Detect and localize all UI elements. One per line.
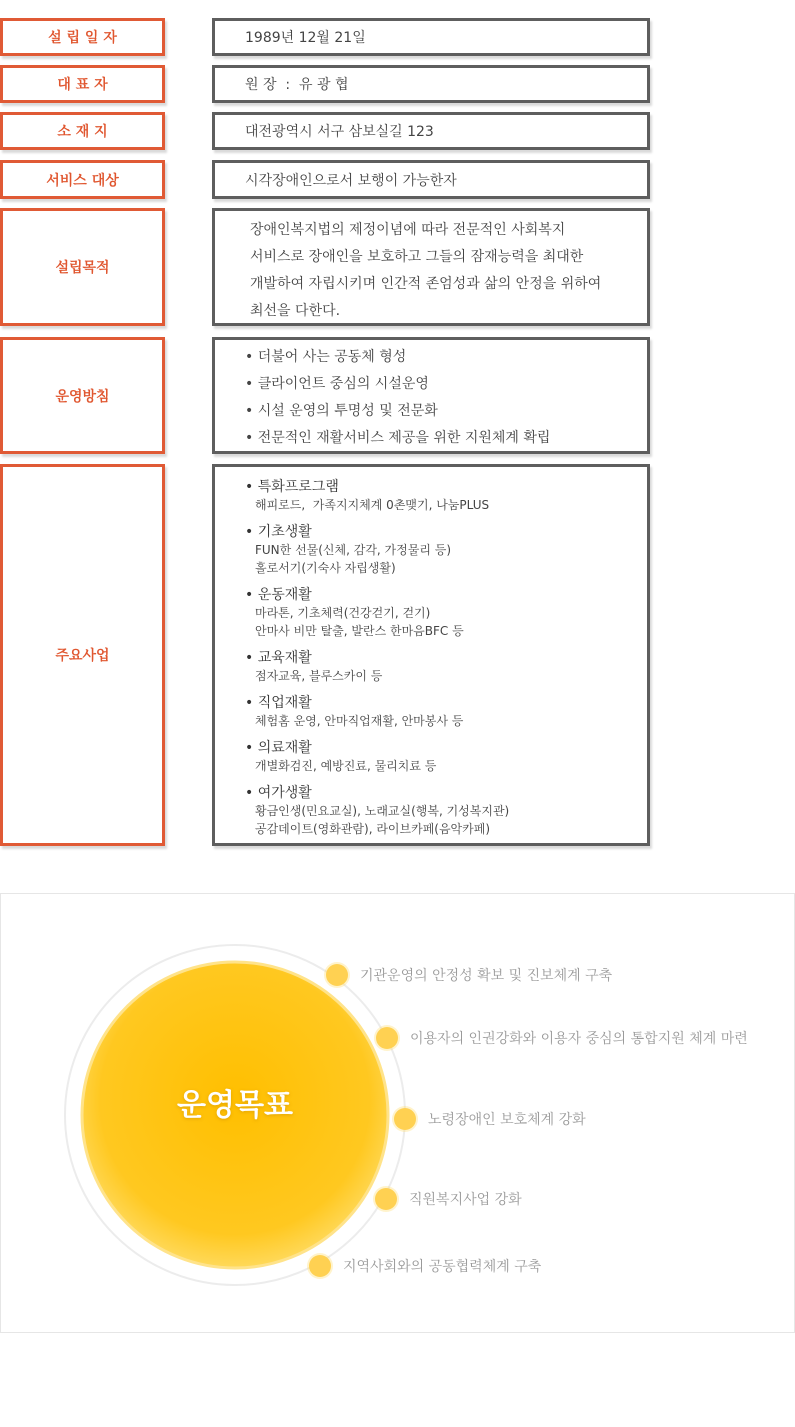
- value-business: [212, 464, 650, 846]
- label-address: 소 재 지: [0, 112, 165, 150]
- value-target: 시각장애인으로서 보행이 가능한자: [212, 160, 650, 199]
- business-detail: 안마사 비만 탈출, 발란스 한마음BFC 등: [255, 624, 464, 638]
- policy-item: • 클라이언트 중심의 시설운영: [245, 371, 647, 398]
- goal-dot-icon: [309, 1255, 331, 1277]
- purpose-line: 최선을 다한다.: [250, 303, 341, 319]
- policy-item: • 시설 운영의 투명성 및 전문화: [245, 398, 647, 425]
- business-detail: 개별화검진, 예방진료, 물리치료 등: [255, 759, 437, 773]
- goal-item: [309, 1255, 541, 1277]
- purpose-line: 개발하여 자립시키며 인간적 존엄성과 삶의 안정을 위하여: [250, 276, 602, 292]
- label-target: 서비스 대상: [0, 160, 165, 199]
- goal-item: [394, 1108, 586, 1130]
- business-title: • 의료재활: [245, 739, 647, 757]
- operating-goals-panel: [0, 893, 795, 1333]
- business-detail: FUN한 선물(신체, 감각, 가정물리 등): [255, 543, 452, 557]
- goal-dot-icon: [326, 964, 348, 986]
- goal-text: 지역사회와의 공동협력체계 구축: [343, 1259, 542, 1275]
- goal-item: [376, 1027, 748, 1049]
- value-purpose: [212, 208, 650, 326]
- value-established: 1989년 12월 21일: [212, 18, 650, 56]
- business-title: • 교육재활: [245, 649, 647, 667]
- goal-text: 이용자의 인권강화와 이용자 중심의 통합지원 체계 마련: [410, 1031, 748, 1047]
- business-detail: 황금인생(민요교실), 노래교실(행복, 기성복지관): [255, 804, 510, 818]
- goal-text: 노령장애인 보호체계 강화: [428, 1112, 586, 1128]
- policy-item: • 전문적인 재활서비스 제공을 위한 지원체계 확립: [245, 425, 647, 452]
- policy-list: [215, 340, 647, 452]
- goal-item: [375, 1188, 522, 1210]
- business-item: [245, 523, 647, 577]
- business-detail: 마라톤, 기초체력(건강걷기, 걷기): [255, 606, 431, 620]
- business-title: • 여가생활: [245, 784, 647, 802]
- goal-dot-icon: [394, 1108, 416, 1130]
- purpose-line: 장애인복지법의 제정이념에 따라 전문적인 사회복지: [250, 222, 566, 238]
- purpose-line: 서비스로 장애인을 보호하고 그들의 잠재능력을 최대한: [250, 249, 584, 265]
- business-item: [245, 478, 647, 514]
- goal-title: 운영목표: [177, 1088, 293, 1123]
- goal-text: 기관운영의 안정성 확보 및 진보체계 구축: [360, 968, 613, 984]
- business-item: [245, 694, 647, 730]
- policy-item: • 더불어 사는 공동체 형성: [245, 344, 647, 371]
- business-detail: 해피로드, 가족지지체계 0촌맺기, 나눔PLUS: [255, 498, 490, 512]
- label-business: 주요사업: [0, 464, 165, 846]
- goal-dot-icon: [375, 1188, 397, 1210]
- value-policy: [212, 337, 650, 454]
- goal-text: 직원복지사업 강화: [409, 1192, 522, 1208]
- business-detail: 체험홈 운영, 안마직업재활, 안마봉사 등: [255, 714, 464, 728]
- label-representative: 대 표 자: [0, 65, 165, 103]
- business-title: • 직업재활: [245, 694, 647, 712]
- business-title: • 기초생활: [245, 523, 647, 541]
- business-title: • 특화프로그램: [245, 478, 647, 496]
- business-item: [245, 784, 647, 838]
- business-detail: 점자교육, 블루스카이 등: [255, 669, 383, 683]
- business-list: [215, 467, 647, 838]
- business-item: [245, 649, 647, 685]
- goal-dot-icon: [376, 1027, 398, 1049]
- purpose-text: [215, 211, 647, 325]
- value-representative: 원 장 : 유 광 협: [212, 65, 650, 103]
- business-title: • 운동재활: [245, 586, 647, 604]
- label-established: 설 립 일 자: [0, 18, 165, 56]
- business-detail: 홀로서기(기숙사 자립생활): [255, 561, 396, 575]
- label-purpose: 설립목적: [0, 208, 165, 326]
- business-item: [245, 739, 647, 775]
- goal-item: [326, 964, 612, 986]
- business-item: [245, 586, 647, 640]
- value-address: 대전광역시 서구 삼보실길 123: [212, 112, 650, 150]
- business-detail: 공감데이트(영화관람), 라이브카페(음악카페): [255, 822, 491, 836]
- label-policy: 운영방침: [0, 337, 165, 454]
